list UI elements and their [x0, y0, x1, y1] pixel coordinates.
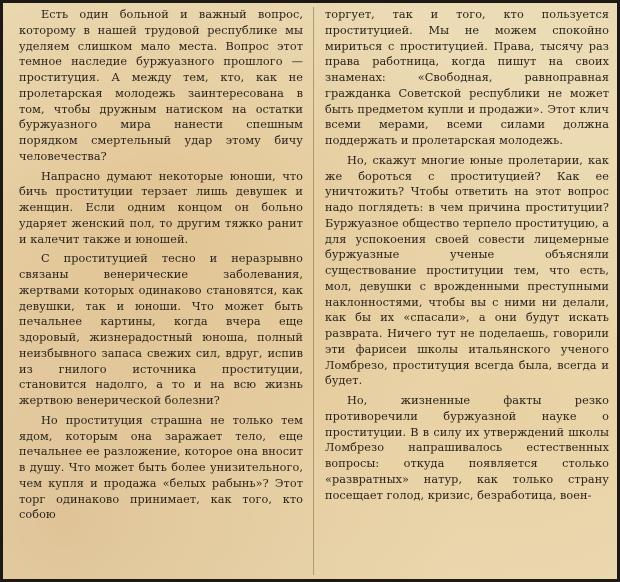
paragraph: С проституцией тесно и неразрывно связаны венерические заболевания, жертвами которых одинаково становятся, как девушки, так и юноши. Что может быть печальнее картины, когда вчера еще здоровый, жизнерадостный юноша, полный неизбывного запаса свежих сил, вдруг, испив из гнилого источника проституции, становится надолго, а то и на всю жизнь жертвою венерической болезни?	[19, 252, 303, 407]
article-column-left	[19, 7, 303, 575]
paragraph: торгует, так и того, кто пользуется проституцией. Мы не можем спокойно мириться с проституцией. Права, тысячу раз права работница, когда пишут на своих знаменах: «Свободная, равноправная гражданка Советской республики не может быть предметом купли и продажи». Этот клич всеми мерами, всеми силами должна поддержать и пролетарская молодежь.	[325, 8, 609, 147]
column-divider	[313, 7, 314, 575]
paragraph: Но, жизненные факты резко противоречили буржуазной науке о проституции. В в силу их утверждений школы Ломбрезо напрашивалось естественных вопросы: откуда появляется столько «развратных» натур, как только страну посещает голод, кризис, безработица, воен-	[325, 394, 609, 502]
article-column-right	[325, 7, 609, 575]
paragraph: Но проституция страшна не только тем ядом, которым она заражает тело, еще печальнее ее разложение, которое она вносит в душу. Что может быть более унизительного, чем купля и продажа «белых рабынь»? Этот торг одинаково принимает, как того, кто собою	[19, 413, 303, 522]
paragraph: Есть один больной и важный вопрос, которому в нашей трудовой республике мы уделяем слишком мало места. Вопрос этот темное наследие буржуазного прошлого — проституция. А между тем, кто, как не пролетарская молодежь заинтересована в том, чтобы дружным натиском на остатки буржуазного мира нанести спешным порядком смертельный удар этому бичу человечества?	[19, 8, 303, 163]
paragraph: Но, скажут многие юные пролетарии, как же бороться с проституцией? Как ее уничтожить? Чтобы ответить на этот вопрос надо поглядеть: в чем причина проституции? Буржуазное общество терпело проституцию, а для успокоения своей совести лицемерные буржуазные ученые объясняли существование проституции тем, что есть, мол, девушки с врожденными преступными наклонностями, чтобы вы с ними ни делали, как бы их «спасали», а они будут искать разврата. Ничего тут не поделаешь, говорили эти фарисеи школы итальянского ученого Ломбрезо, проституция всегда была, всегда и будет.	[325, 153, 610, 388]
paragraph: Напрасно думают некоторые юноши, что бичь проституции терзает лишь девушек и женщин. Если одним концом он больно ударяет женский пол, то другим тяжко ранит и калечит также и юношей.	[19, 169, 303, 246]
